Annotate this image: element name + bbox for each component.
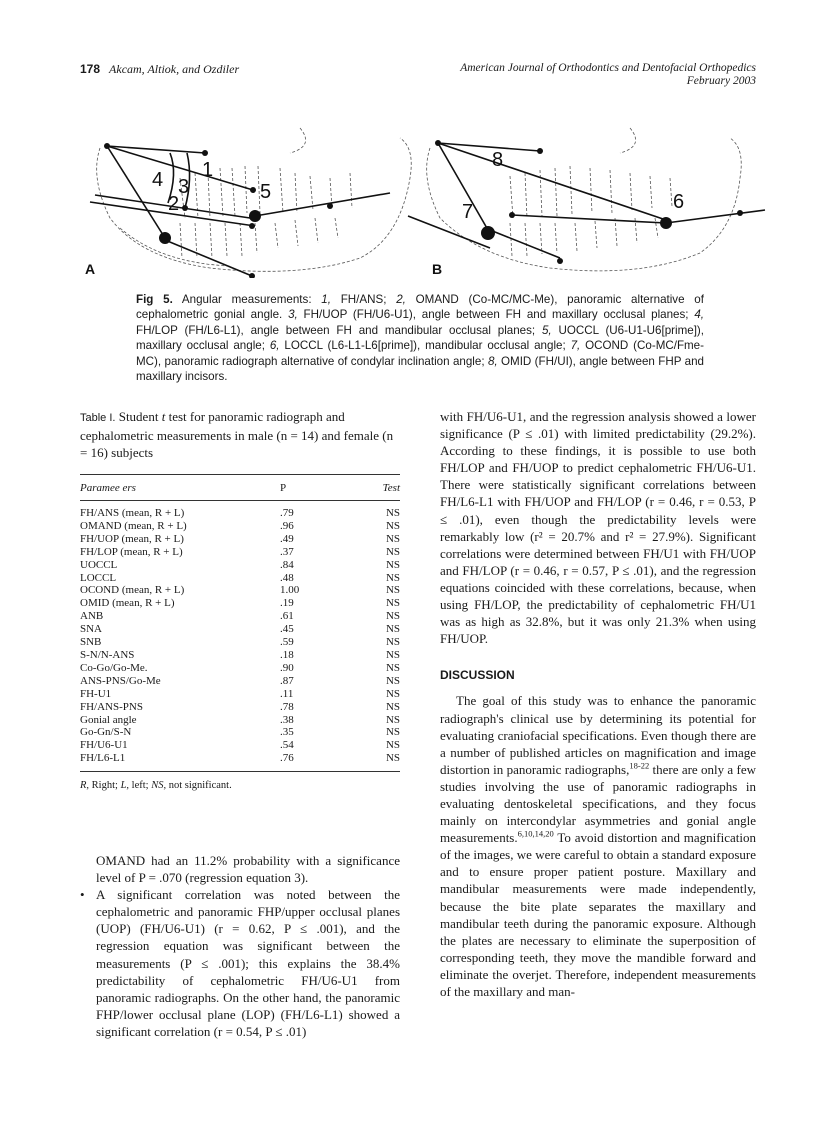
cell-param: Gonial angle xyxy=(80,713,137,726)
cell-param: FH-U1 xyxy=(80,687,112,700)
right-column-text xyxy=(440,408,756,1000)
cell-p: .45 xyxy=(280,623,294,636)
running-header-left xyxy=(80,62,239,77)
table-row xyxy=(80,714,400,727)
col-header-parameters: Paramee ers xyxy=(80,481,136,494)
cell-p: 1.00 xyxy=(280,584,300,597)
measure-label-1: 1 xyxy=(202,159,214,181)
cell-p: .11 xyxy=(280,687,294,700)
cell-param: S-N/N-ANS xyxy=(80,648,135,661)
cell-param: FH/ANS-PNS xyxy=(80,700,143,713)
cell-test: NS xyxy=(385,687,400,700)
cell-p: .84 xyxy=(280,558,294,571)
cell-test: NS xyxy=(385,532,400,545)
cell-param: OMAND (mean, R + L) xyxy=(80,519,187,532)
cell-test: NS xyxy=(385,739,400,752)
section-heading-discussion: DISCUSSION xyxy=(440,668,515,683)
cell-p: .87 xyxy=(280,674,294,687)
table-row xyxy=(80,520,400,533)
cell-param: ANS-PNS/Go-Me xyxy=(80,674,161,687)
table-header-row xyxy=(80,475,400,501)
cell-test: NS xyxy=(385,661,400,674)
paragraph: OMAND had an 11.2% probability with a significance level of P = .070 (regression equation 3). xyxy=(96,853,400,886)
cell-p: .37 xyxy=(280,545,294,558)
table-row xyxy=(80,610,400,623)
citation-ref: 18-22 xyxy=(629,760,650,771)
panel-b-label: B xyxy=(432,261,443,277)
discussion-paragraph: The goal of this study was to enhance the panoramic radiograph's clinical use by determining its potential for evaluating craniofacial specifications. Even though there are a number of published articles on magnification and image distortion in panoramic radiographs,$^{18-22}$ there are only a few studies involving the use of panoramic radiographs in evaluating dentoskeletal specifications, and they focus mainly on intercondylar asymmetries and gonial angle measurements.$^{6,10,14,20}$ To avoid distortion and magnification of the images, we were careful to obtain a standard exposure and to ensure proper patient posture. Maxillary and mandibular measurements were made independently, because the bite plate separates the maxillary and mandibular teeth during the panoramic exposure. Although the plates are necessary to eliminate the superposition of corresponding teeth, they move the mandible forward and eliminate the overjet. Therefore, independent measurements of the maxillary and man- xyxy=(440,693,756,999)
table-row xyxy=(80,623,400,636)
table-row xyxy=(80,597,400,610)
cell-p: .48 xyxy=(280,571,294,584)
table-row xyxy=(80,701,400,714)
cell-test: NS xyxy=(385,507,400,519)
cell-param: UOCCL xyxy=(80,558,118,571)
cell-p: .35 xyxy=(280,726,294,739)
table-row xyxy=(80,533,400,546)
table-row xyxy=(80,662,400,675)
cell-p: .61 xyxy=(280,610,294,623)
cell-param: Go-Gn/S-N xyxy=(80,726,132,739)
table-footnote: R, Right; L, left; NS, not significant. xyxy=(80,780,232,792)
cell-p: .54 xyxy=(280,739,294,752)
cell-param: SNA xyxy=(80,623,103,636)
cell-param: LOCCL xyxy=(80,571,117,584)
cell-param: Co-Go/Go-Me. xyxy=(80,661,148,674)
table-row xyxy=(80,739,400,752)
table-row xyxy=(80,752,400,771)
left-column-text xyxy=(80,852,400,1040)
table-row xyxy=(80,649,400,662)
table-row xyxy=(80,636,400,649)
authors: Akcam, Altiok, and Ozdiler xyxy=(109,62,240,76)
table-row xyxy=(80,546,400,559)
table-row xyxy=(80,675,400,688)
bullet-paragraph: • A significant correlation was noted between the cephalometric and panoramic FHP/upper occlusal planes (UOP) (FH/U6-U1) (r = 0.62, P ≤ .001), and the regression equation was significant between the measurements (P ≤ .001); this explains the 38.4% predictability of cephalometric FH/U6-U1 from panoramic radiographs. On the other hand, the panoramic FHP/lower occlusal plane (LOP) (FH/L6-L1) showed a significant correlation (r = 0.54, P ≤ .01) xyxy=(80,886,400,1040)
measure-label-2: 2 xyxy=(168,193,180,215)
measure-label-4: 4 xyxy=(152,169,164,191)
table-section xyxy=(80,408,400,791)
paragraph: with FH/U6-U1, and the regression analysis showed a lower significance (P ≤ .01) with limited predictability (29.2%). According to these findings, it is possible to use both FH/LOP and FH/UOP to predict cephalometric FH/U6-U1. There were statistically significant correlations between FH/L6-L1 with FH/UOP and FH/LOP (r = 0.46, r = 0.53, P ≤ .01), even though the predictability levels were remarkably low (r² = 20.7% and r² = 27.9%). Significant correlations were determined between FH/U1 with FH/UOP and FH/LOP (r = 0.46, r = 0.57, P ≤ .01), and the regression equations coincided with these correlations, because, when using FH/LOP, the predictability of cephalometric FH/U1 was as high as 32.8%, but it was only 21.3% when using FH/UOP. xyxy=(440,409,756,647)
cell-param: FH/L6-L1 xyxy=(80,752,126,765)
cell-test: NS xyxy=(385,597,400,610)
cell-p: .90 xyxy=(280,661,294,674)
cell-param: FH/ANS (mean, R + L) xyxy=(80,507,185,519)
cell-p: .96 xyxy=(280,519,294,532)
measure-label-3: 3 xyxy=(178,176,190,198)
cell-test: NS xyxy=(385,545,400,558)
cell-param: FH/UOP (mean, R + L) xyxy=(80,532,184,545)
cell-test: NS xyxy=(385,519,400,532)
cell-param: OMID (mean, R + L) xyxy=(80,597,175,610)
journal-name: American Journal of Orthodontics and Dentofacial Orthopedics xyxy=(460,62,756,74)
cell-p: .59 xyxy=(280,636,294,649)
cell-p: .49 xyxy=(280,532,294,545)
cell-test: NS xyxy=(385,674,400,687)
citation-ref: 6,10,14,20 xyxy=(517,828,554,839)
running-header-right xyxy=(460,62,756,88)
cell-test: NS xyxy=(385,636,400,649)
table-row xyxy=(80,559,400,572)
figure-5 xyxy=(80,118,770,278)
cell-param: ANB xyxy=(80,610,104,623)
table-row xyxy=(80,688,400,701)
cell-test: NS xyxy=(385,648,400,661)
figure-caption: Fig 5. Angular measurements: 1, FH/ANS; 2, OMAND (Co-MC/MC-Me), panoramic alternative of cephalometric gonial angle. 3, FH/UOP (FH/U6-U1), angle between FH and maxillary occlusal planes; 4, FH/LOP (FH/L6-L1), angle between FH and mandibular occlusal planes; 5, UOCCL (U6-U1-U6[prime]), maxillary occlusal angle; 6, LOCCL (L6-L1-L6[prime]), mandibular occlusal angle; 7, OCOND (Co-MC/Fme-MC), panoramic radiograph alternative of condylar inclination angle; 8, OMID (FH/UI), angle between FHP and maxillary incisors. xyxy=(136,293,704,384)
cell-test: NS xyxy=(385,558,400,571)
table-title: Table I. Student t test for panoramic radiograph and cephalometric measurements in male (n = 14) and female (n = 16) subjects xyxy=(80,409,394,460)
cell-p: .76 xyxy=(280,752,294,765)
measure-label-8: 8 xyxy=(492,149,504,171)
cell-p: .18 xyxy=(280,648,294,661)
table-row xyxy=(80,726,400,739)
table-row xyxy=(80,572,400,585)
cell-test: NS xyxy=(385,752,400,765)
measure-label-7: 7 xyxy=(462,201,474,223)
cell-test: NS xyxy=(385,610,400,623)
cell-test: NS xyxy=(385,623,400,636)
measure-label-5: 5 xyxy=(260,181,272,203)
cell-param: FH/LOP (mean, R + L) xyxy=(80,545,183,558)
page-number: 178 xyxy=(80,62,101,76)
measure-label-6: 6 xyxy=(673,191,685,213)
cell-param: SNB xyxy=(80,636,102,649)
cell-param: FH/U6-U1 xyxy=(80,739,128,752)
issue-date: February 2003 xyxy=(686,75,756,87)
cell-test: NS xyxy=(385,726,400,739)
cell-test: NS xyxy=(385,713,400,726)
cell-test: NS xyxy=(385,700,400,713)
cell-test: NS xyxy=(385,571,400,584)
cell-param: OCOND (mean, R + L) xyxy=(80,584,185,597)
cell-p: .79 xyxy=(280,507,294,519)
results-table xyxy=(80,474,400,772)
col-header-test: Test xyxy=(382,481,400,494)
panoramic-diagram-icon xyxy=(80,118,770,278)
cell-p: .78 xyxy=(280,700,294,713)
table-row xyxy=(80,584,400,597)
cell-test: NS xyxy=(385,584,400,597)
cell-p: .38 xyxy=(280,713,294,726)
panel-a-label: A xyxy=(85,261,96,277)
table-row xyxy=(80,501,400,520)
cell-p: .19 xyxy=(280,597,294,610)
col-header-p: P xyxy=(280,481,287,494)
